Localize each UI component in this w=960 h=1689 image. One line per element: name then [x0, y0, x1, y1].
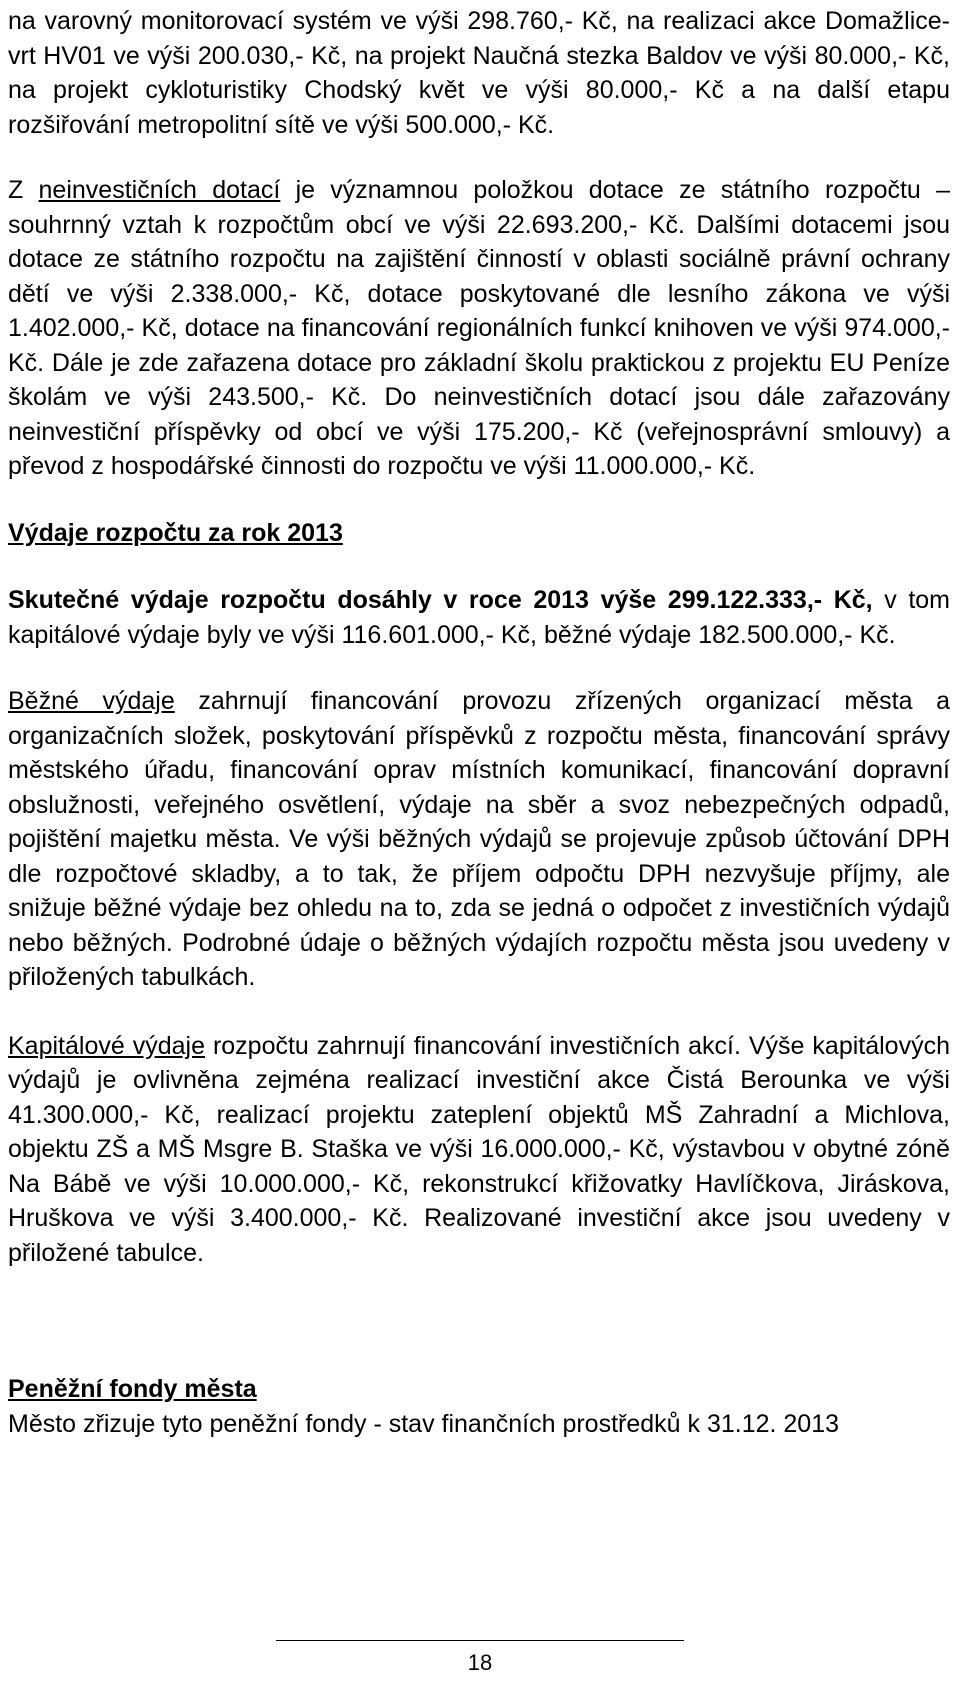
- paragraph-text: v tom kapitálové výdaje byly ve výši 116.601.000,- Kč, běžné výdaje 182.500.000,- Kč.: [8, 586, 950, 649]
- paragraph-lead: Z: [8, 176, 39, 204]
- paragraph-grants-summary: [8, 4, 950, 142]
- paragraph-text: Město zřizuje tyto peněžní fondy - stav finančních prostředků k 31.12. 2013: [8, 1409, 840, 1438]
- paragraph-actual-expenditures: [8, 583, 950, 652]
- footer-divider: [276, 1640, 684, 1641]
- heading-expenditures: Výdaje rozpočtu za rok 2013: [8, 518, 343, 547]
- paragraph-monetary-funds: [8, 1407, 950, 1442]
- bold-expenditure-total: Skutečné výdaje rozpočtu dosáhly v roce 2013 výše 299.122.333,- Kč,: [8, 586, 873, 614]
- page-number: 18: [467, 1650, 493, 1675]
- term-current-expenditures: Běžné výdaje: [8, 687, 175, 715]
- heading-monetary-funds: Peněžní fondy města: [8, 1375, 257, 1403]
- paragraph-text: na varovný monitorovací systém ve výši 298.760,- Kč, na realizaci akce Domažlice- vrt HV01 ve výši 200.030,- Kč, na projekt Naučná stezka Baldov ve výši 80.000,- Kč, na projekt cykloturistiky Chodský květ ve výši 80.000,- Kč a na další etapu rozšiřování metropolitní sítě ve výši 500.000,- Kč.: [8, 7, 950, 139]
- paragraph-non-investment-grants: [8, 173, 950, 484]
- paragraph-text: zahrnují financování provozu zřízených organizací města a organizačních složek, poskytování příspěvků z rozpočtu města, financování správy městského úřadu, financování oprav místních komunikací, financování dopravní obslužnosti, veřejného osvětlení, výdaje na sběr a svoz nebezpečných odpadů, pojištění majetku města. Ve výši běžných výdajů se projevuje způsob účtování DPH dle rozpočtové skladby, a to tak, že příjem odpočtu DPH nezvyšuje příjmy, ale snižuje běžné výdaje bez ohledu na to, zda se jedná o odpočet z investičních výdajů nebo běžných. Podrobné údaje o běžných výdajích rozpočtu města jsou uvedeny v přiložených tabulkách.: [8, 687, 950, 991]
- paragraph-text: rozpočtu zahrnují financování investičních akcí. Výše kapitálových výdajů je ovlivněna zejména realizací investiční akce Čistá Berounka ve výši 41.300.000,- Kč, realizací projektu zateplení objektů MŠ Zahradní a Michlova, objektu ZŠ a MŠ Msgre B. Staška ve výši 16.000.000,- Kč, výstavbou v obytné zóně Na Bábě ve výši 10.000.000,- Kč, rekonstrukcí křižovatky Havlíčkova, Jiráskova, Hruškova ve výši 3.400.000,- Kč. Realizované investiční akce jsou uvedeny v přiložené tabulce.: [8, 1031, 950, 1267]
- paragraph-current-expenditures: [8, 684, 950, 995]
- document-page: [8, 0, 950, 1441]
- paragraph-text: je významnou položkou dotace ze státního rozpočtu – souhrnný vztah k rozpočtům obcí ve výši 22.693.200,- Kč. Dalšími dotacemi jsou dotace ze státního rozpočtu na zajištění činností v oblasti sociálně právní ochrany dětí ve výši 2.338.000,- Kč, dotace poskytované dle lesního zákona ve výši 1.402.000,- Kč, dotace na financování regionálních funkcí knihoven ve výši 974.000,- Kč. Dále je zde zařazena dotace pro základní školu praktickou z projektu EU Peníze školám ve výši 243.500,- Kč. Do neinvestičních dotací jsou dále zařazovány neinvestiční příspěvky od obcí ve výši 175.200,- Kč (veřejnosprávní smlouvy) a převod z hospodářské činnosti do rozpočtu ve výši 11.000.000,- Kč.: [8, 176, 950, 480]
- term-capital-expenditures: Kapitálové výdaje: [8, 1031, 205, 1060]
- paragraph-capital-expenditures: [8, 1029, 950, 1271]
- term-non-investment-grants: neinvestičních dotací: [38, 176, 281, 204]
